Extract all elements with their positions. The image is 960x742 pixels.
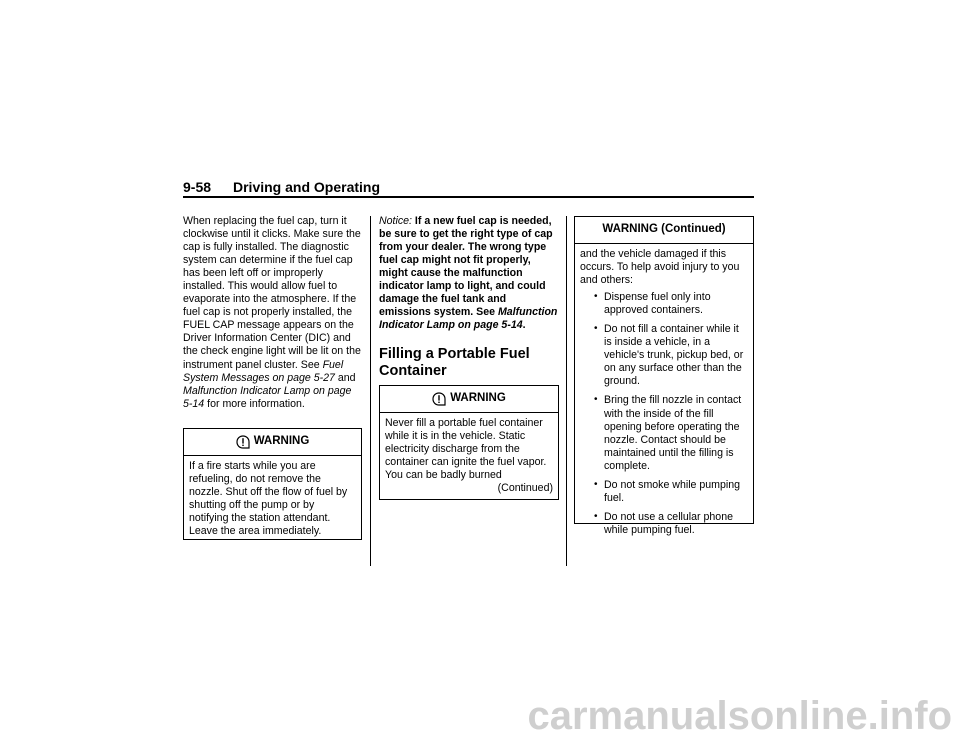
warning-title: WARNING	[450, 392, 506, 405]
column-divider	[566, 216, 567, 566]
list-item: • Do not fill a container while it is inside a vehicle, in a vehicle's trunk, pickup bed, or on any surface other than the ground.	[580, 323, 748, 388]
list-item: • Do not use a cellular phone while pumping fuel.	[580, 511, 748, 537]
section-title: Driving and Operating	[233, 179, 381, 195]
continued-label: (Continued)	[497, 482, 553, 495]
cross-reference-link[interactable]: Fuel System Messages on page 5-27	[183, 358, 344, 384]
header-rule	[183, 196, 754, 198]
warning-icon	[432, 392, 446, 406]
warning-intro: and the vehicle damaged if this occurs. To help avoid injury to you and others:	[580, 248, 740, 287]
warning-title: WARNING (Continued)	[602, 223, 726, 236]
warning-box-portable	[379, 385, 559, 500]
list-item: • Do not smoke while pumping fuel.	[580, 479, 748, 505]
list-item: • Bring the fill nozzle in contact with the inside of the fill opening before operating the nozzle. Contact should be maintained until the filling is complete.	[580, 394, 748, 472]
warning-icon	[236, 435, 250, 449]
warning-bullet-list	[580, 291, 748, 537]
list-item: • Dispense fuel only into approved containers.	[580, 291, 748, 317]
column-divider	[370, 216, 371, 566]
cross-reference-link[interactable]: Malfunction Indicator Lamp on page 5-14	[183, 384, 352, 410]
warning-title: WARNING	[253, 435, 310, 448]
section-heading: Filling a Portable Fuel Container	[379, 346, 530, 379]
warning-header	[380, 386, 558, 413]
page-header	[183, 179, 754, 197]
warning-box-continued	[574, 216, 754, 536]
cross-reference-link[interactable]: Malfunction Indicator Lamp on page 5-14	[379, 306, 558, 332]
warning-text: If a fire starts while you are refueling, do not remove the nozzle. Shut off the flow of fuel by shutting off the pump or by notifying the station attendant. Leave the area immediately.	[189, 460, 348, 538]
page-number: 9-58	[183, 179, 212, 195]
notice-label: Notice:	[379, 215, 412, 227]
fuel-cap-paragraph: When replacing the fuel cap, turn it clockwise until it clicks. Make sure the cap is fully installed. The diagnostic system can determine if the fuel cap has been left off or improperly installed. This would allow fuel to evaporate into the atmosphere. If the fuel cap is not properly installed, the FUEL CAP message appears on the Driver Information Center (DIC) and the check engine light will be lit on the instrument panel cluster. See Fuel System Messages on page 5-27 and Malfunction Indicator Lamp on page 5-14 for more information.	[183, 215, 361, 410]
column-2	[379, 215, 559, 332]
watermark: carmanualsonline.info	[527, 694, 952, 738]
warning-header	[184, 429, 361, 456]
warning-box-fire	[183, 428, 362, 540]
warning-header	[575, 217, 753, 244]
column-1	[183, 215, 362, 411]
notice-paragraph: Notice: If a new fuel cap is needed, be sure to get the right type of cap from your dealer. The wrong type fuel cap might not fit properly, might cause the malfunction indicator lamp to light, and could damage the fuel tank and emissions system. See Malfunction Indicator Lamp on page 5-14.	[379, 215, 558, 332]
warning-text: Never fill a portable fuel container while it is in the vehicle. Static electricity discharge from the container can ignite the fuel vapor. You can be badly burned	[385, 417, 547, 482]
